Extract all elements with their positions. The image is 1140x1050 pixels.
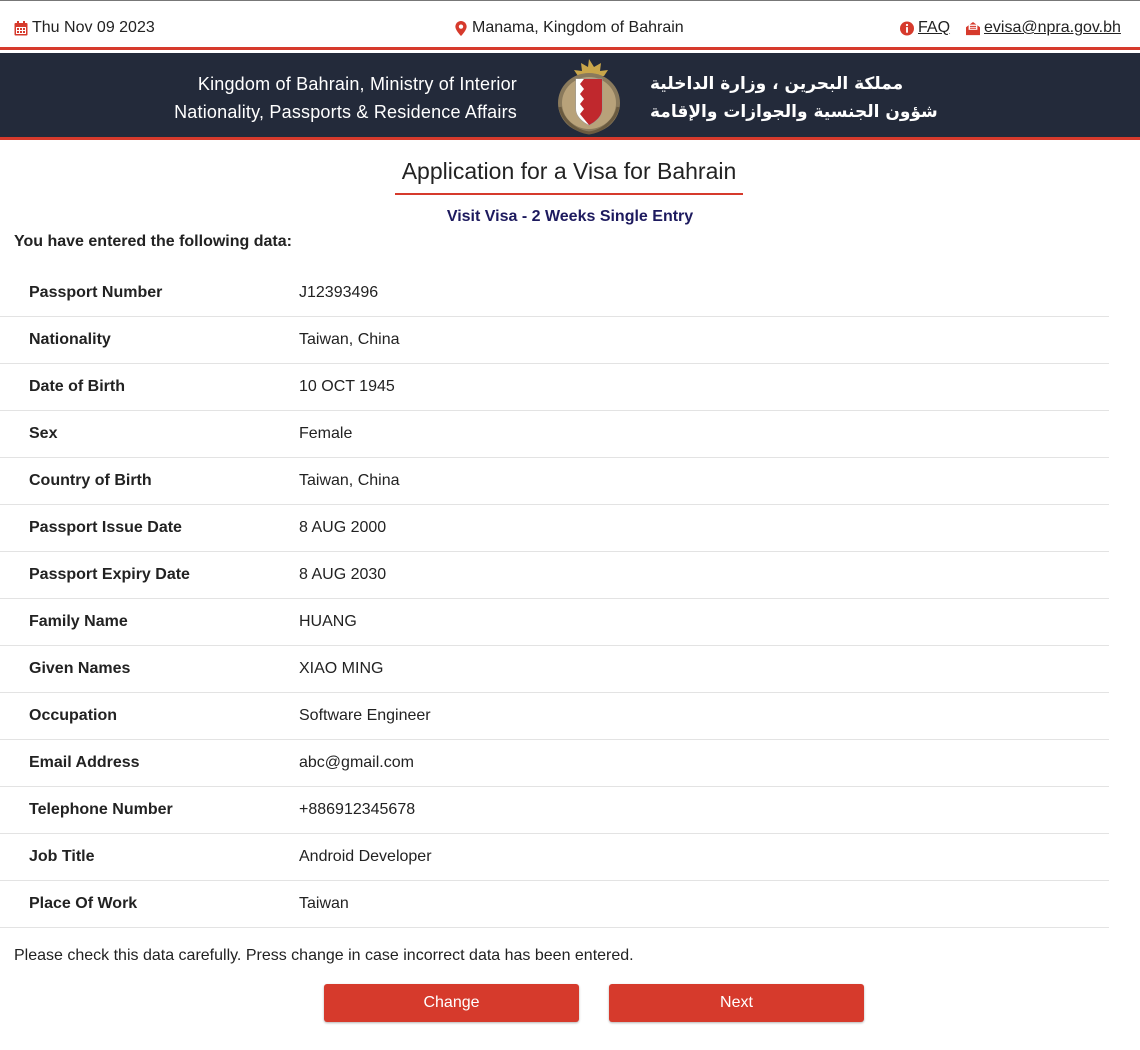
field-label: Passport Number xyxy=(29,284,163,301)
field-label: Date of Birth xyxy=(29,378,125,395)
table-row xyxy=(0,270,1109,317)
info-circle-icon xyxy=(900,21,914,36)
banner-english-text xyxy=(174,70,517,126)
field-label: Country of Birth xyxy=(29,472,152,489)
change-button[interactable]: Change xyxy=(324,984,579,1022)
table-row xyxy=(0,552,1109,599)
field-value: Taiwan, China xyxy=(299,472,400,489)
table-row xyxy=(0,646,1109,693)
date-display xyxy=(14,19,155,37)
field-label: Nationality xyxy=(29,331,111,348)
intro-text: You have entered the following data: xyxy=(14,233,292,250)
faq-link[interactable]: FAQ xyxy=(918,19,951,36)
top-bar xyxy=(0,0,1140,50)
table-row xyxy=(0,834,1109,881)
table-row xyxy=(0,787,1109,834)
field-label: Occupation xyxy=(29,707,118,724)
field-label: Email Address xyxy=(29,754,140,771)
field-value: +886912345678 xyxy=(299,801,416,818)
table-row xyxy=(0,317,1109,364)
table-row xyxy=(0,505,1109,552)
field-label: Passport Expiry Date xyxy=(29,566,190,583)
table-row xyxy=(0,411,1109,458)
visa-type-subtitle: Visit Visa - 2 Weeks Single Entry xyxy=(446,208,694,225)
table-row xyxy=(0,458,1109,505)
field-value: Software Engineer xyxy=(299,707,431,724)
field-value: abc@gmail.com xyxy=(299,754,414,771)
field-value: 8 AUG 2000 xyxy=(299,519,387,536)
banner-english-line-1: Kingdom of Bahrain, Ministry of Interior xyxy=(197,74,517,94)
banner-english-line-2: Nationality, Passports & Residence Affairs xyxy=(174,102,517,122)
field-label: Job Title xyxy=(29,848,95,865)
field-label: Family Name xyxy=(29,613,128,630)
field-label: Passport Issue Date xyxy=(29,519,182,536)
field-value: Taiwan xyxy=(299,895,349,912)
location-text: Manama, Kingdom of Bahrain xyxy=(472,19,684,36)
banner-arabic-text xyxy=(650,70,938,126)
field-value: J12393496 xyxy=(299,284,379,301)
verification-note: Please check this data carefully. Press change in case incorrect data has been entered. xyxy=(14,947,634,964)
page-title: Application for a Visa for Bahrain xyxy=(395,158,743,195)
field-value: 10 OCT 1945 xyxy=(299,378,395,395)
table-row xyxy=(0,740,1109,787)
table-row xyxy=(0,881,1109,928)
field-value: Android Developer xyxy=(299,848,432,865)
banner-arabic-line-1: مملكة البحرين ، وزارة الداخلية xyxy=(650,74,904,94)
field-value: Taiwan, China xyxy=(299,331,400,348)
field-value: XIAO MING xyxy=(299,660,384,677)
email-link[interactable]: evisa@npra.gov.bh xyxy=(984,19,1121,36)
field-value: Female xyxy=(299,425,353,442)
envelope-open-icon xyxy=(966,21,980,36)
field-label: Given Names xyxy=(29,660,131,677)
entered-data-table xyxy=(0,270,1109,928)
next-button[interactable]: Next xyxy=(609,984,864,1022)
table-row xyxy=(0,364,1109,411)
table-row xyxy=(0,693,1109,740)
banner-arabic-line-2: شؤون الجنسية والجوازات والإقامة xyxy=(650,102,938,122)
field-label: Place Of Work xyxy=(29,895,138,912)
header-banner xyxy=(0,53,1140,140)
field-value: HUANG xyxy=(299,613,357,630)
faq-link-group[interactable] xyxy=(900,19,950,37)
location-display xyxy=(454,19,684,37)
field-label: Sex xyxy=(29,425,58,442)
field-value: 8 AUG 2030 xyxy=(299,566,387,583)
calendar-icon xyxy=(14,21,28,36)
table-row xyxy=(0,599,1109,646)
bahrain-emblem-icon xyxy=(554,57,624,135)
email-link-group[interactable] xyxy=(966,19,1121,37)
date-text: Thu Nov 09 2023 xyxy=(32,19,155,36)
map-marker-icon xyxy=(454,21,468,36)
field-label: Telephone Number xyxy=(29,801,173,818)
